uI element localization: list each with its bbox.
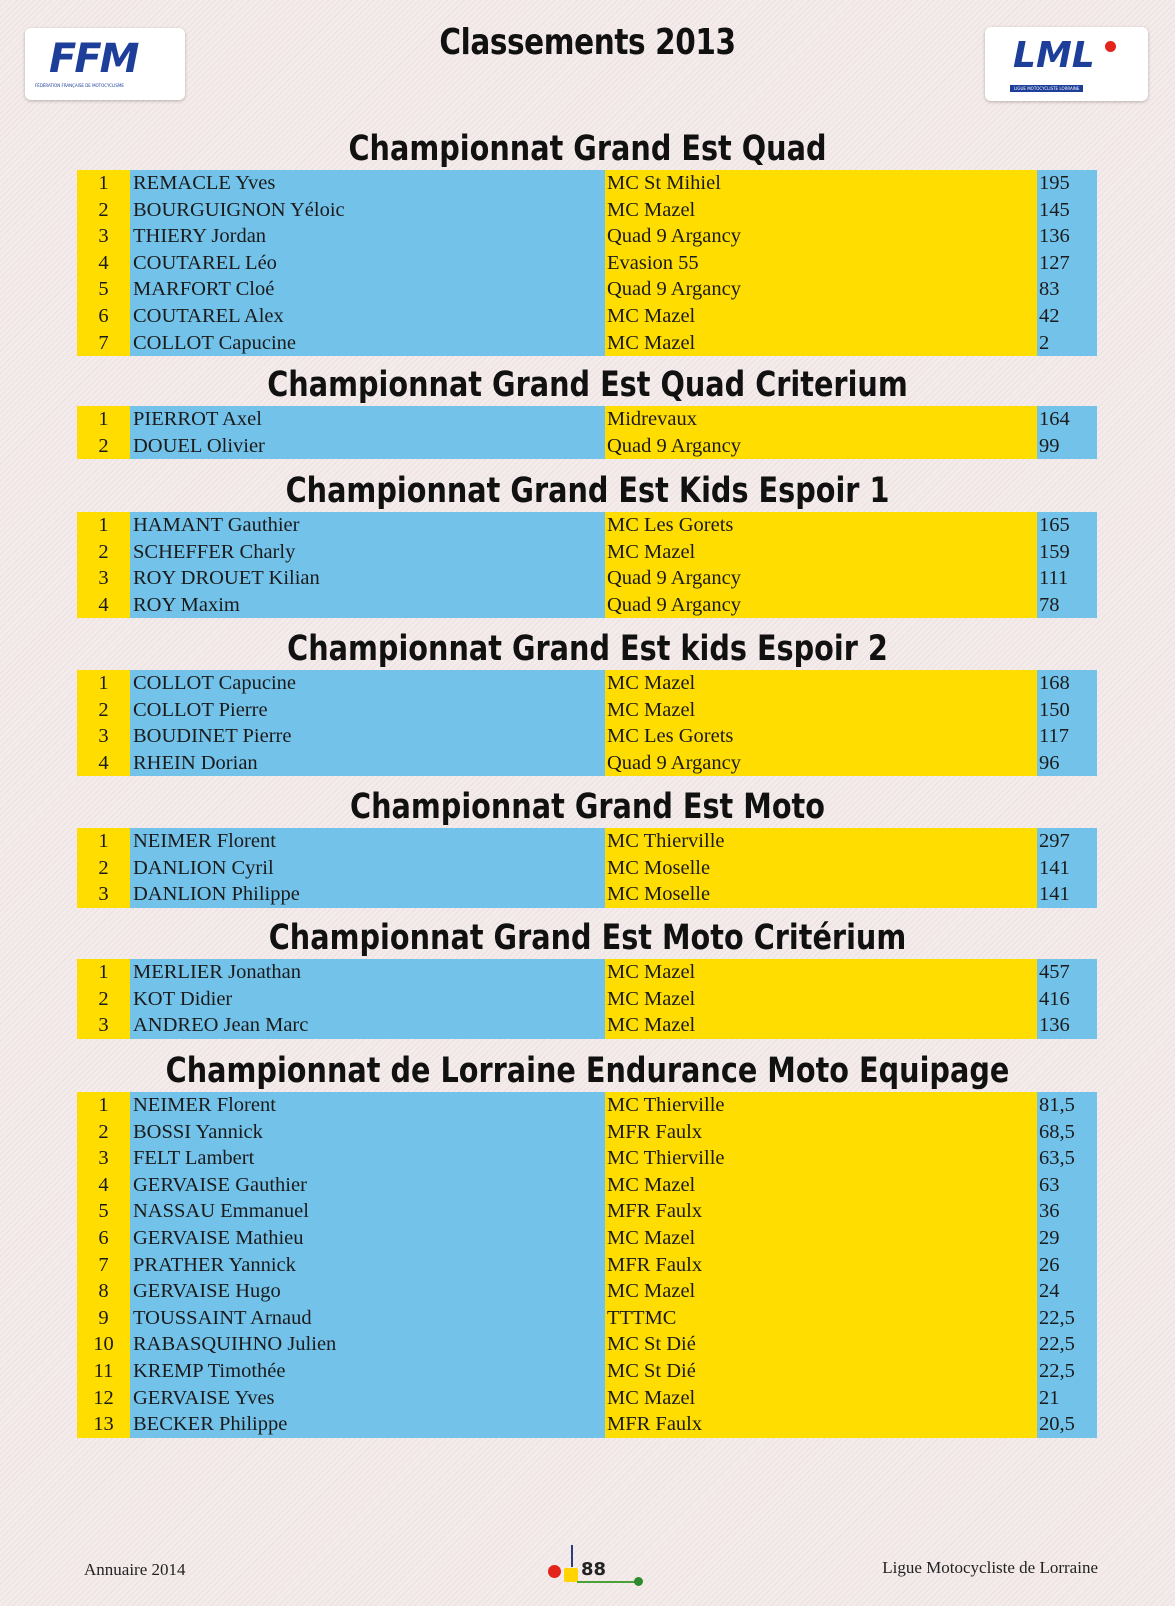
rank-cell: 1	[77, 959, 130, 986]
points-cell: 83	[1037, 276, 1097, 303]
club-cell: MC Moselle	[605, 855, 1037, 882]
club-cell: MFR Faulx	[605, 1119, 1037, 1146]
page-ornament-yellow-square	[564, 1568, 578, 1582]
rider-name-cell: NEIMER Florent	[130, 828, 605, 855]
table-row	[77, 697, 1097, 724]
club-cell: MC Mazel	[605, 303, 1037, 330]
page-ornament-stem	[571, 1545, 573, 1567]
rank-cell: 1	[77, 828, 130, 855]
club-cell: MC St Dié	[605, 1358, 1037, 1385]
points-cell: 81,5	[1037, 1092, 1097, 1119]
standings-table	[77, 1092, 1097, 1438]
club-cell: MC Mazel	[605, 1385, 1037, 1412]
rank-cell: 2	[77, 986, 130, 1013]
club-cell: MC Mazel	[605, 1172, 1037, 1199]
points-cell: 42	[1037, 303, 1097, 330]
table-row	[77, 750, 1097, 777]
rank-cell: 3	[77, 723, 130, 750]
standings-section	[0, 470, 1175, 618]
standings-section	[0, 628, 1175, 776]
club-cell: MC Mazel	[605, 697, 1037, 724]
table-row	[77, 828, 1097, 855]
rider-name-cell: BOSSI Yannick	[130, 1119, 605, 1146]
points-cell: 68,5	[1037, 1119, 1097, 1146]
table-row	[77, 1092, 1097, 1119]
club-cell: MC Mazel	[605, 330, 1037, 357]
rider-name-cell: RHEIN Dorian	[130, 750, 605, 777]
table-row	[77, 959, 1097, 986]
footer-annuaire: Annuaire 2014	[84, 1560, 186, 1579]
rank-cell: 4	[77, 250, 130, 277]
section-heading: Championnat Grand Est Moto	[350, 787, 825, 827]
table-row	[77, 1358, 1097, 1385]
table-row	[77, 1305, 1097, 1332]
standings-table	[77, 670, 1097, 776]
rank-cell: 2	[77, 197, 130, 224]
rider-name-cell: MARFORT Cloé	[130, 276, 605, 303]
points-cell: 26	[1037, 1252, 1097, 1279]
rank-cell: 9	[77, 1305, 130, 1332]
club-cell: MFR Faulx	[605, 1411, 1037, 1438]
club-cell: MC Les Gorets	[605, 512, 1037, 539]
rider-name-cell: KREMP Timothée	[130, 1358, 605, 1385]
lml-logo	[985, 27, 1148, 101]
rider-name-cell: COLLOT Capucine	[130, 670, 605, 697]
rider-name-cell: GERVAISE Hugo	[130, 1278, 605, 1305]
club-cell: Quad 9 Argancy	[605, 276, 1037, 303]
rider-name-cell: GERVAISE Yves	[130, 1385, 605, 1412]
ffm-logo-subtitle: FÉDÉRATION FRANÇAISE DE MOTOCYCLISME	[35, 83, 124, 88]
club-cell: Quad 9 Argancy	[605, 592, 1037, 619]
standings-section	[0, 364, 1175, 459]
rider-name-cell: COUTAREL Alex	[130, 303, 605, 330]
standings-section	[0, 786, 1175, 908]
rider-name-cell: KOT Didier	[130, 986, 605, 1013]
rider-name-cell: TOUSSAINT Arnaud	[130, 1305, 605, 1332]
rider-name-cell: ROY Maxim	[130, 592, 605, 619]
rank-cell: 1	[77, 170, 130, 197]
table-row	[77, 1145, 1097, 1172]
points-cell: 150	[1037, 697, 1097, 724]
table-row	[77, 670, 1097, 697]
rank-cell: 11	[77, 1358, 130, 1385]
points-cell: 141	[1037, 855, 1097, 882]
rank-cell: 4	[77, 750, 130, 777]
club-cell: MC Thierville	[605, 828, 1037, 855]
points-cell: 36	[1037, 1198, 1097, 1225]
rank-cell: 3	[77, 565, 130, 592]
club-cell: MC Mazel	[605, 670, 1037, 697]
club-cell: MFR Faulx	[605, 1252, 1037, 1279]
table-row	[77, 170, 1097, 197]
points-cell: 416	[1037, 986, 1097, 1013]
points-cell: 195	[1037, 170, 1097, 197]
points-cell: 22,5	[1037, 1331, 1097, 1358]
table-row	[77, 1411, 1097, 1438]
club-cell: MC Mazel	[605, 1012, 1037, 1039]
rank-cell: 1	[77, 406, 130, 433]
points-cell: 78	[1037, 592, 1097, 619]
points-cell: 22,5	[1037, 1358, 1097, 1385]
lml-logo-dot	[1105, 41, 1116, 52]
club-cell: MC Moselle	[605, 881, 1037, 908]
points-cell: 136	[1037, 1012, 1097, 1039]
rider-name-cell: ROY DROUET Kilian	[130, 565, 605, 592]
rank-cell: 6	[77, 1225, 130, 1252]
rider-name-cell: GERVAISE Mathieu	[130, 1225, 605, 1252]
table-row	[77, 986, 1097, 1013]
rider-name-cell: NEIMER Florent	[130, 1092, 605, 1119]
club-cell: MFR Faulx	[605, 1198, 1037, 1225]
rank-cell: 7	[77, 1252, 130, 1279]
points-cell: 457	[1037, 959, 1097, 986]
points-cell: 99	[1037, 433, 1097, 460]
rank-cell: 2	[77, 1119, 130, 1146]
points-cell: 2	[1037, 330, 1097, 357]
page-number: 88	[581, 1559, 607, 1580]
table-row	[77, 592, 1097, 619]
points-cell: 96	[1037, 750, 1097, 777]
rider-name-cell: HAMANT Gauthier	[130, 512, 605, 539]
rider-name-cell: SCHEFFER Charly	[130, 539, 605, 566]
points-cell: 24	[1037, 1278, 1097, 1305]
points-cell: 127	[1037, 250, 1097, 277]
club-cell: MC Les Gorets	[605, 723, 1037, 750]
rider-name-cell: BOUDINET Pierre	[130, 723, 605, 750]
rank-cell: 3	[77, 223, 130, 250]
lml-logo-mark: LML	[1013, 35, 1095, 76]
club-cell: Quad 9 Argancy	[605, 565, 1037, 592]
points-cell: 63,5	[1037, 1145, 1097, 1172]
table-row	[77, 1252, 1097, 1279]
points-cell: 168	[1037, 670, 1097, 697]
points-cell: 164	[1037, 406, 1097, 433]
points-cell: 159	[1037, 539, 1097, 566]
rider-name-cell: PRATHER Yannick	[130, 1252, 605, 1279]
rider-name-cell: COUTAREL Léo	[130, 250, 605, 277]
rank-cell: 3	[77, 1012, 130, 1039]
rider-name-cell: DANLION Philippe	[130, 881, 605, 908]
rank-cell: 3	[77, 1145, 130, 1172]
club-cell: MC Mazel	[605, 986, 1037, 1013]
points-cell: 165	[1037, 512, 1097, 539]
rank-cell: 2	[77, 855, 130, 882]
table-row	[77, 1225, 1097, 1252]
rank-cell: 4	[77, 592, 130, 619]
standings-table	[77, 959, 1097, 1039]
section-heading: Championnat Grand Est kids Espoir 2	[287, 629, 888, 669]
rider-name-cell: RABASQUIHNO Julien	[130, 1331, 605, 1358]
rider-name-cell: ANDREO Jean Marc	[130, 1012, 605, 1039]
table-row	[77, 1331, 1097, 1358]
points-cell: 29	[1037, 1225, 1097, 1252]
points-cell: 136	[1037, 223, 1097, 250]
lml-logo-subtitle: LIGUE MOTOCYCLISTE LORRAINE	[1010, 85, 1083, 92]
standings-table	[77, 170, 1097, 356]
rank-cell: 2	[77, 433, 130, 460]
points-cell: 21	[1037, 1385, 1097, 1412]
table-row	[77, 303, 1097, 330]
rank-cell: 8	[77, 1278, 130, 1305]
table-row	[77, 1198, 1097, 1225]
rank-cell: 4	[77, 1172, 130, 1199]
page-ornament-line	[577, 1581, 637, 1583]
club-cell: MC Thierville	[605, 1145, 1037, 1172]
points-cell: 141	[1037, 881, 1097, 908]
club-cell: MC Mazel	[605, 1225, 1037, 1252]
club-cell: MC Mazel	[605, 539, 1037, 566]
section-heading: Championnat Grand Est Quad	[348, 129, 827, 169]
ffm-logo-mark: FFM	[49, 36, 138, 82]
rank-cell: 2	[77, 697, 130, 724]
section-heading: Championnat de Lorraine Endurance Moto Equipage	[165, 1051, 1010, 1091]
rank-cell: 5	[77, 276, 130, 303]
table-row	[77, 539, 1097, 566]
rank-cell: 1	[77, 1092, 130, 1119]
rider-name-cell: DOUEL Olivier	[130, 433, 605, 460]
table-row	[77, 881, 1097, 908]
rider-name-cell: DANLION Cyril	[130, 855, 605, 882]
section-heading: Championnat Grand Est Moto Critérium	[268, 918, 907, 958]
rider-name-cell: GERVAISE Gauthier	[130, 1172, 605, 1199]
club-cell: MC Mazel	[605, 197, 1037, 224]
table-row	[77, 330, 1097, 357]
page-ornament-green-dot	[634, 1577, 643, 1586]
points-cell: 297	[1037, 828, 1097, 855]
rank-cell: 10	[77, 1331, 130, 1358]
table-row	[77, 406, 1097, 433]
rank-cell: 7	[77, 330, 130, 357]
page-ornament-red-dot	[548, 1565, 561, 1578]
table-row	[77, 855, 1097, 882]
standings-table	[77, 828, 1097, 908]
table-row	[77, 250, 1097, 277]
section-heading: Championnat Grand Est Quad Criterium	[267, 365, 908, 405]
rider-name-cell: BECKER Philippe	[130, 1411, 605, 1438]
rider-name-cell: THIERY Jordan	[130, 223, 605, 250]
standings-section	[0, 917, 1175, 1039]
rank-cell: 13	[77, 1411, 130, 1438]
points-cell: 111	[1037, 565, 1097, 592]
points-cell: 117	[1037, 723, 1097, 750]
table-row	[77, 565, 1097, 592]
club-cell: Quad 9 Argancy	[605, 223, 1037, 250]
rider-name-cell: COLLOT Pierre	[130, 697, 605, 724]
points-cell: 63	[1037, 1172, 1097, 1199]
points-cell: 145	[1037, 197, 1097, 224]
rank-cell: 1	[77, 512, 130, 539]
club-cell: MC Mazel	[605, 959, 1037, 986]
standings-section	[0, 128, 1175, 356]
club-cell: MC Mazel	[605, 1278, 1037, 1305]
table-row	[77, 223, 1097, 250]
table-row	[77, 433, 1097, 460]
rider-name-cell: BOURGUIGNON Yéloic	[130, 197, 605, 224]
page-title: Classements 2013	[439, 22, 736, 63]
club-cell: Quad 9 Argancy	[605, 433, 1037, 460]
rank-cell: 6	[77, 303, 130, 330]
footer-league: Ligue Motocycliste de Lorraine	[882, 1558, 1098, 1577]
table-row	[77, 723, 1097, 750]
club-cell: MC Thierville	[605, 1092, 1037, 1119]
table-row	[77, 1385, 1097, 1412]
rank-cell: 5	[77, 1198, 130, 1225]
standings-table	[77, 406, 1097, 459]
rider-name-cell: MERLIER Jonathan	[130, 959, 605, 986]
table-row	[77, 276, 1097, 303]
table-row	[77, 1278, 1097, 1305]
standings-table	[77, 512, 1097, 618]
section-heading: Championnat Grand Est Kids Espoir 1	[285, 471, 890, 511]
rider-name-cell: COLLOT Capucine	[130, 330, 605, 357]
rank-cell: 1	[77, 670, 130, 697]
rider-name-cell: REMACLE Yves	[130, 170, 605, 197]
club-cell: Evasion 55	[605, 250, 1037, 277]
rider-name-cell: FELT Lambert	[130, 1145, 605, 1172]
table-row	[77, 512, 1097, 539]
rider-name-cell: PIERROT Axel	[130, 406, 605, 433]
rank-cell: 2	[77, 539, 130, 566]
table-row	[77, 1172, 1097, 1199]
club-cell: MC St Dié	[605, 1331, 1037, 1358]
points-cell: 20,5	[1037, 1411, 1097, 1438]
rank-cell: 3	[77, 881, 130, 908]
standings-section	[0, 1050, 1175, 1438]
table-row	[77, 197, 1097, 224]
club-cell: Midrevaux	[605, 406, 1037, 433]
rider-name-cell: NASSAU Emmanuel	[130, 1198, 605, 1225]
table-row	[77, 1012, 1097, 1039]
rank-cell: 12	[77, 1385, 130, 1412]
points-cell: 22,5	[1037, 1305, 1097, 1332]
club-cell: MC St Mihiel	[605, 170, 1037, 197]
club-cell: TTTMC	[605, 1305, 1037, 1332]
club-cell: Quad 9 Argancy	[605, 750, 1037, 777]
table-row	[77, 1119, 1097, 1146]
